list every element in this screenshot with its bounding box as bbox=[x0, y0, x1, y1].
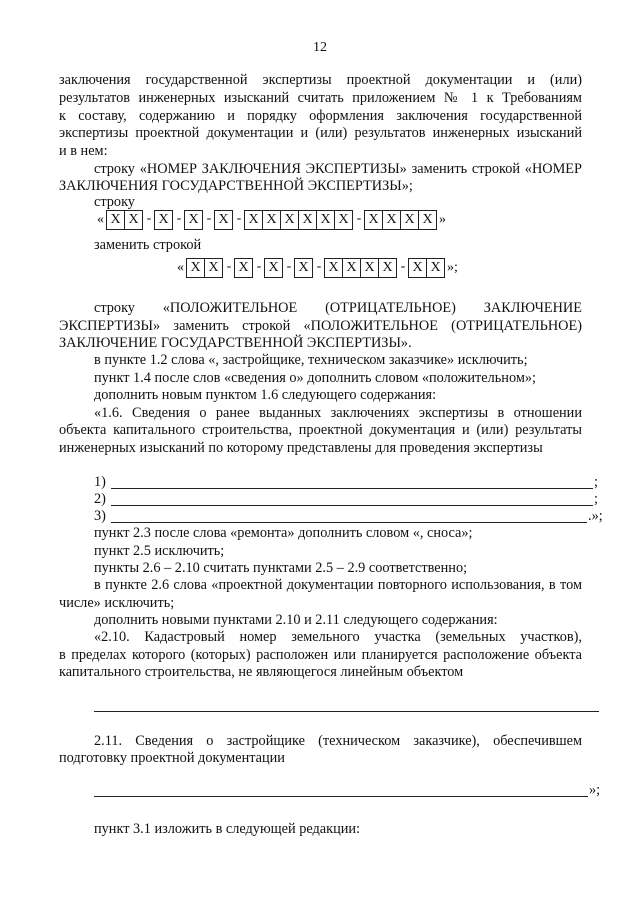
text-line: ЗАКЛЮЧЕНИЯ ГОСУДАРСТВЕННОЙ ЭКСПЕРТИЗЫ»; bbox=[59, 178, 413, 194]
code-cell: Х bbox=[214, 210, 233, 230]
text-line: результатов инженерных изысканий считать приложением № 1 к Требованиям bbox=[59, 90, 582, 106]
code-cell: Х bbox=[154, 210, 173, 230]
code-cell: Х bbox=[262, 210, 281, 230]
text-line: заключения государственной экспертизы проектной документации и (или) bbox=[59, 72, 582, 88]
text-line: строку bbox=[94, 194, 135, 210]
text-line: и в нем: bbox=[59, 143, 108, 159]
code-dash: - bbox=[226, 259, 232, 274]
list-end: »; bbox=[589, 782, 601, 798]
text-line: числе» исключить; bbox=[59, 595, 175, 611]
text-line: пункт 2.3 после слова «ремонта» дополнить словом «, сноса»; bbox=[94, 525, 473, 541]
code-cell: Х bbox=[316, 210, 335, 230]
text-line: в пункте 1.2 слова «, застройщике, техническом заказчике» исключить; bbox=[94, 352, 528, 368]
code-cell: Х bbox=[334, 210, 353, 230]
code-cell: Х bbox=[244, 210, 263, 230]
text-line: в пределах которого (которых) расположен или планируется расположение объекта bbox=[59, 647, 582, 663]
code-dash: - bbox=[236, 211, 242, 226]
code-cell: Х bbox=[364, 210, 383, 230]
code-cell: Х bbox=[360, 258, 379, 278]
code-cell: Х bbox=[234, 258, 253, 278]
code-cell: Х bbox=[382, 210, 401, 230]
text-line: объекта капитального строительства, проектной документация и (или) результаты bbox=[59, 422, 582, 438]
code-cell: Х bbox=[378, 258, 397, 278]
quote-close: » bbox=[439, 212, 446, 227]
code-dash: - bbox=[356, 211, 362, 226]
fill-line bbox=[111, 505, 593, 506]
code-dash: - bbox=[316, 259, 322, 274]
fill-line bbox=[111, 522, 587, 523]
text-line: дополнить новыми пунктами 2.10 и 2.11 следующего содержания: bbox=[94, 612, 498, 628]
text-line: пункт 2.5 исключить; bbox=[94, 543, 225, 559]
list-end: .»; bbox=[588, 508, 603, 524]
text-line: дополнить новым пунктом 1.6 следующего содержания: bbox=[94, 387, 437, 403]
code-dash: - bbox=[256, 259, 262, 274]
text-line: подготовку проектной документации bbox=[59, 750, 285, 766]
list-number: 2) bbox=[94, 491, 106, 507]
text-line: строку «ПОЛОЖИТЕЛЬНОЕ (ОТРИЦАТЕЛЬНОЕ) ЗАКЛЮЧЕНИЕ bbox=[94, 300, 582, 316]
code-dash: - bbox=[286, 259, 292, 274]
text-line: заменить строкой bbox=[94, 237, 202, 253]
text-line: к составу, содержанию и порядку оформления заключения государственной bbox=[59, 108, 582, 124]
page-number: 12 bbox=[313, 40, 327, 55]
list-end: ; bbox=[594, 491, 598, 507]
code-template-new bbox=[175, 258, 460, 278]
code-cell: Х bbox=[342, 258, 361, 278]
code-template-old bbox=[95, 210, 448, 230]
text-line: пункт 1.4 после слов «сведения о» дополнить словом «положительном»; bbox=[94, 370, 536, 386]
text-line: в пункте 2.6 слова «проектной документации повторного использования, в том bbox=[94, 577, 582, 593]
code-cell: Х bbox=[400, 210, 419, 230]
list-number: 3) bbox=[94, 508, 106, 524]
list-end: ; bbox=[594, 474, 598, 490]
text-line: строку «НОМЕР ЗАКЛЮЧЕНИЯ ЭКСПЕРТИЗЫ» заменить строкой «НОМЕР bbox=[94, 161, 582, 177]
fill-line bbox=[111, 488, 593, 489]
code-dash: - bbox=[400, 259, 406, 274]
fill-line bbox=[94, 711, 599, 712]
code-cell: Х bbox=[124, 210, 143, 230]
code-cell: Х bbox=[186, 258, 205, 278]
text-line: пункты 2.6 – 2.10 считать пунктами 2.5 – 2.9 соответственно; bbox=[94, 560, 468, 576]
text-line: «2.10. Кадастровый номер земельного участка (земельных участков), bbox=[94, 629, 582, 645]
text-line: 2.11. Сведения о застройщике (техническом заказчике), обеспечившем bbox=[94, 733, 582, 749]
code-cell: Х bbox=[426, 258, 445, 278]
code-dash: - bbox=[146, 211, 152, 226]
code-cell: Х bbox=[184, 210, 203, 230]
quote-close: »; bbox=[447, 260, 458, 275]
text-line: капитального строительства, не являющегося линейным объектом bbox=[59, 664, 464, 680]
list-number: 1) bbox=[94, 474, 106, 490]
code-cell: Х bbox=[408, 258, 427, 278]
text-line: экспертизы проектной документации и (или) результатов инженерных изысканий bbox=[59, 125, 582, 141]
code-cell: Х bbox=[324, 258, 343, 278]
quote-open: « bbox=[177, 260, 184, 275]
code-cell: Х bbox=[264, 258, 283, 278]
code-cell: Х bbox=[280, 210, 299, 230]
code-dash: - bbox=[206, 211, 212, 226]
text-line: ЗАКЛЮЧЕНИЕ ГОСУДАРСТВЕННОЙ ЭКСПЕРТИЗЫ». bbox=[59, 335, 412, 351]
text-line: пункт 3.1 изложить в следующей редакции: bbox=[94, 821, 361, 837]
fill-line bbox=[94, 796, 588, 797]
code-cell: Х bbox=[106, 210, 125, 230]
text-line: инженерных изысканий по которому представлены для проведения экспертизы bbox=[59, 440, 543, 456]
text-line: «1.6. Сведения о ранее выданных заключениях экспертизы в отношении bbox=[94, 405, 582, 421]
code-cell: Х bbox=[294, 258, 313, 278]
quote-open: « bbox=[97, 212, 104, 227]
code-cell: Х bbox=[298, 210, 317, 230]
code-cell: Х bbox=[204, 258, 223, 278]
code-dash: - bbox=[176, 211, 182, 226]
text-line: ЭКСПЕРТИЗЫ» заменить строкой «ПОЛОЖИТЕЛЬНОЕ (ОТРИЦАТЕЛЬНОЕ) bbox=[59, 318, 582, 334]
code-cell: Х bbox=[418, 210, 437, 230]
